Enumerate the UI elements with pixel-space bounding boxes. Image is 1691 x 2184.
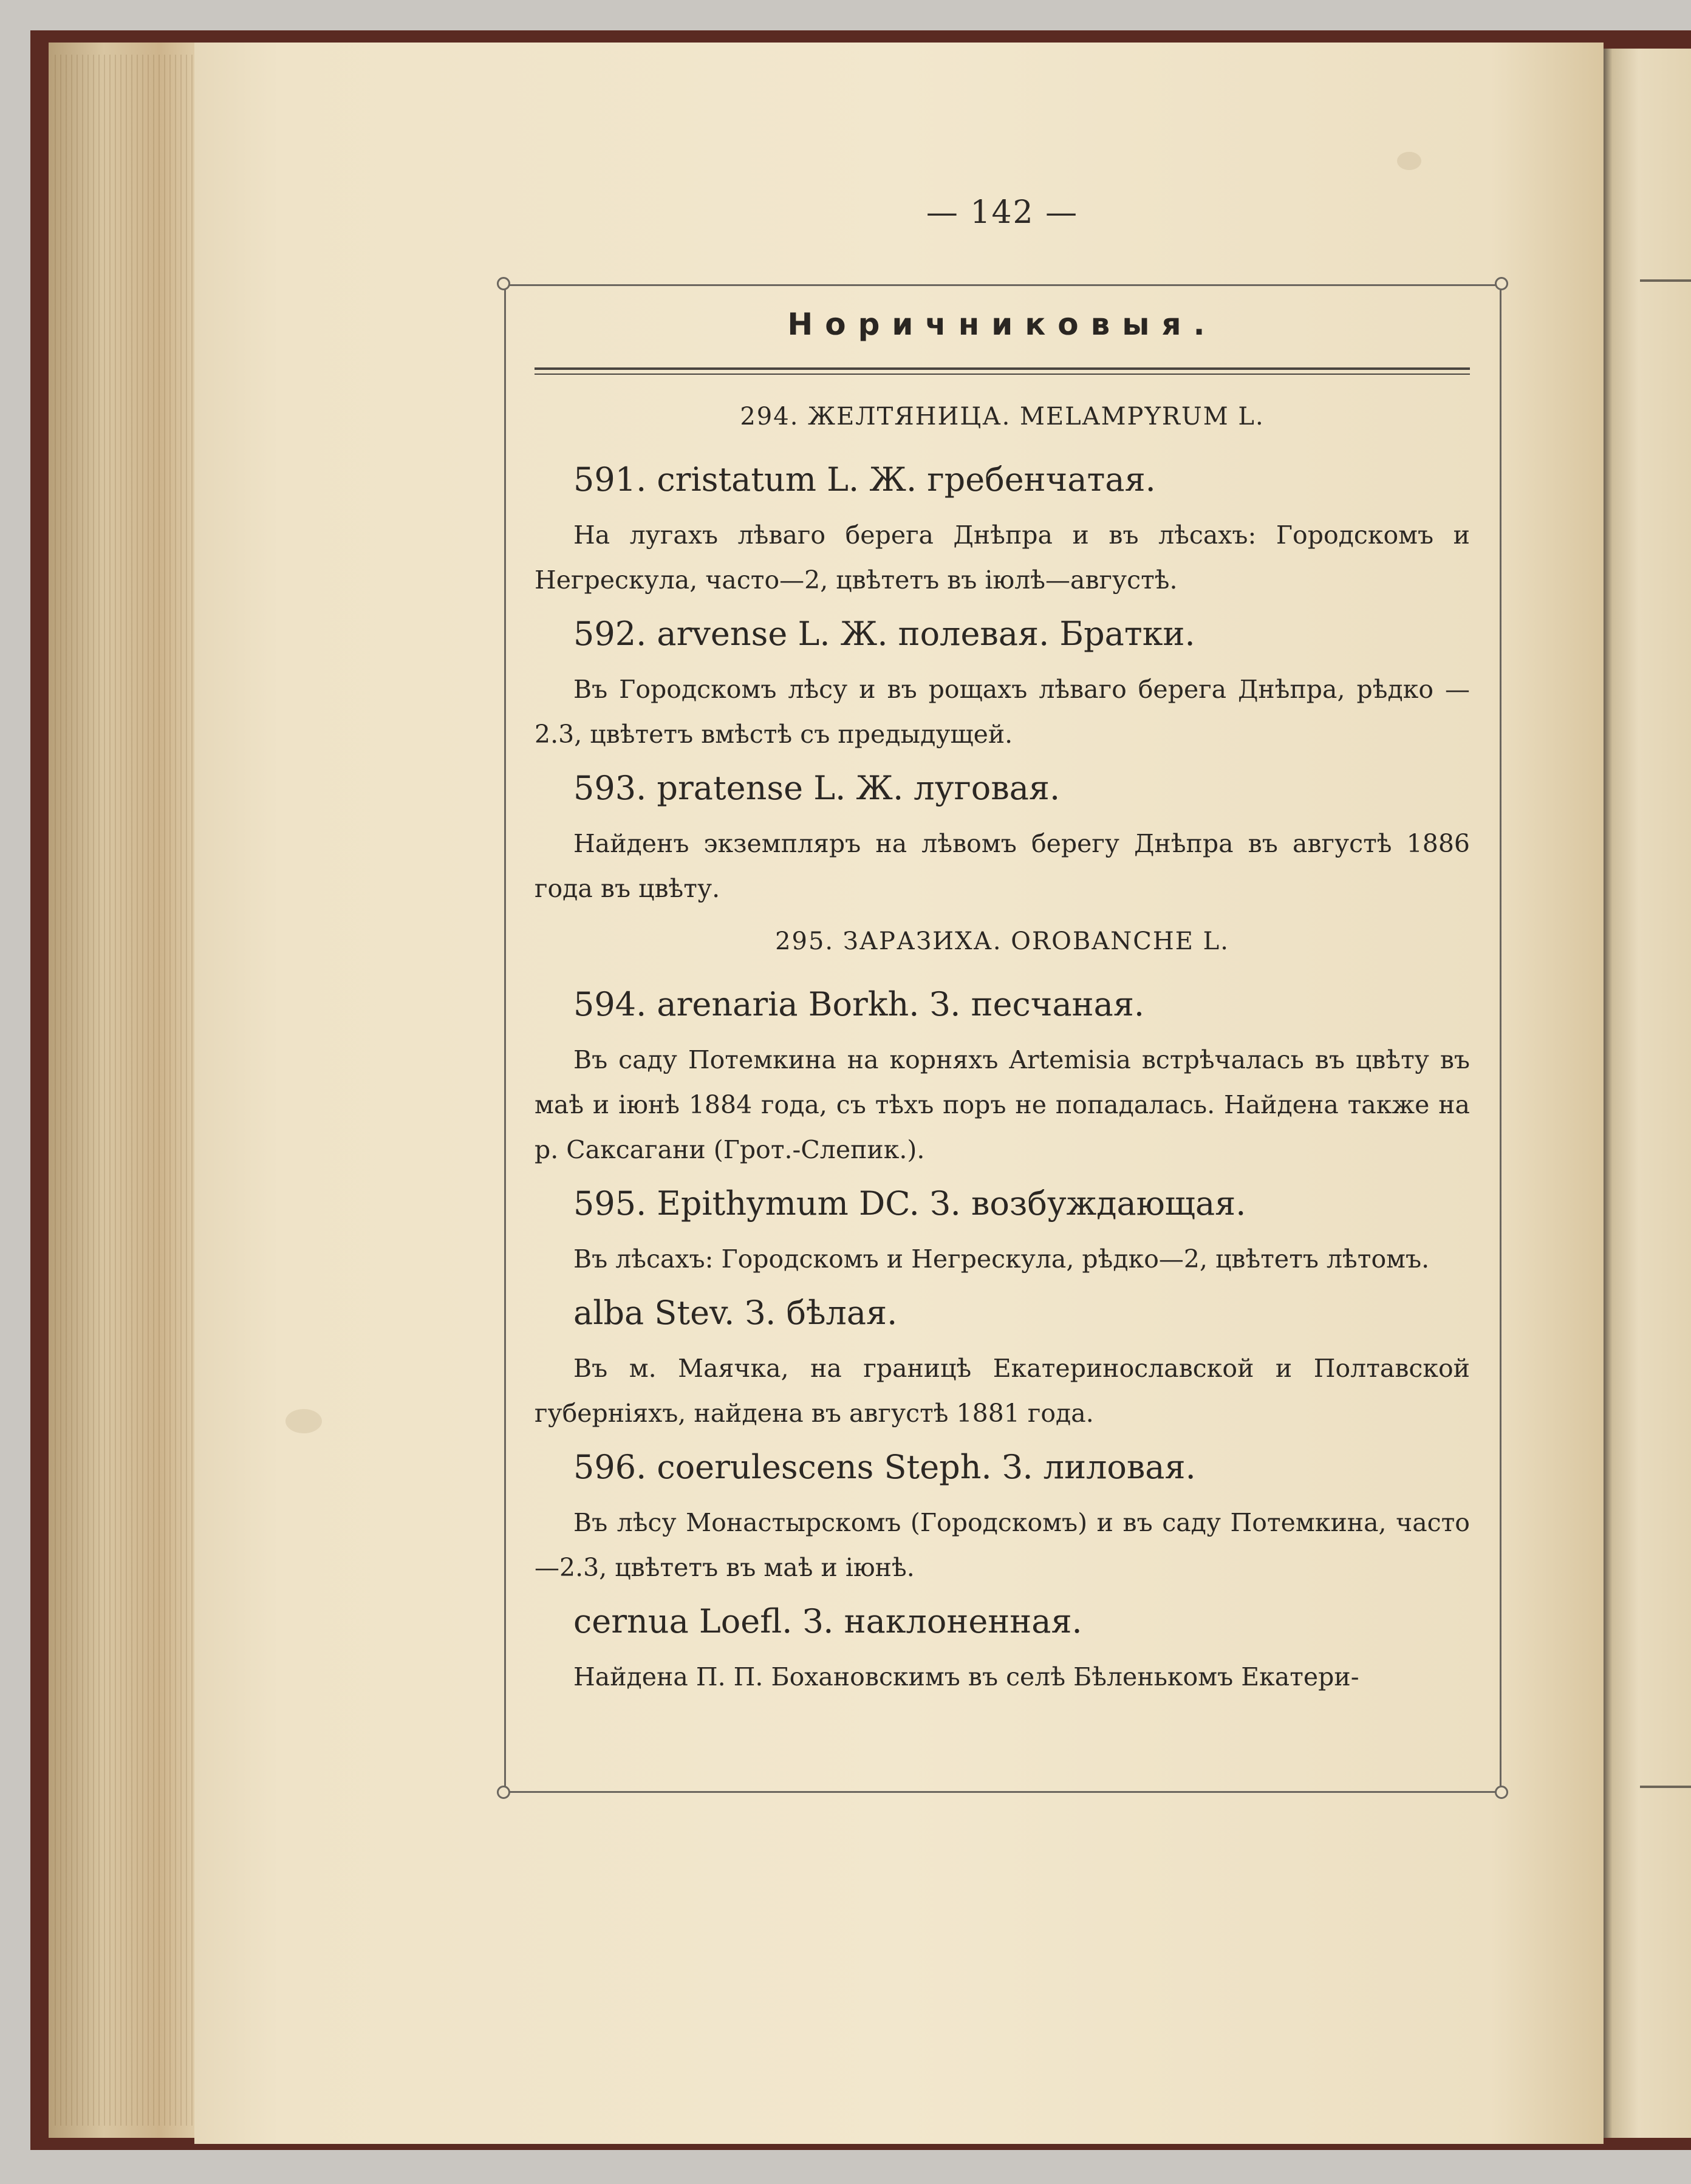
species-description: Найденъ экземпляръ на лѣвомъ берегу Днѣпра въ августѣ 1886 года въ цвѣту. [535,829,1470,903]
species-heading: cernua Loefl. З. наклоненная. [573,1602,1082,1640]
species-description: Въ лѣсу Монастырскомъ (Городскомъ) и въ саду Потемкина, часто—2.3, цвѣтетъ въ маѣ и іюнѣ. [535,1508,1470,1582]
frame-corner-ornament [1495,1786,1508,1799]
page-edge-texture [55,55,194,2126]
family-title: Норичниковыя. [787,307,1217,342]
species-heading: alba Stev. З. бѣлая. [573,1294,898,1332]
species-heading: 591. cristatum L. Ж. гребенчатая. [573,460,1156,499]
species-description: Въ м. Маячка, на границѣ Екатеринославской и Полтавской губерніяхъ, найдена въ августѣ 1881 года. [535,1354,1470,1428]
species-description: Найдена П. П. Бохановскимъ въ селѣ Бѣленькомъ Екатери- [573,1662,1359,1691]
title-double-rule [535,367,1470,375]
species-heading: 596. coerulescens Steph. З. лиловая. [573,1448,1196,1486]
species-description: Въ Городскомъ лѣсу и въ рощахъ лѣваго берега Днѣпра, рѣдко —2.3, цвѣтетъ вмѣстѣ съ предыдущей. [535,675,1470,749]
frame-corner-ornament [1495,277,1508,290]
genus-heading: 294. ЖЕЛТЯНИЦА. MELAMPYRUM L. [740,403,1265,431]
page-text [535,395,1470,1703]
species-heading: 593. pratense L. Ж. луговая. [573,769,1061,807]
species-heading: 594. arenaria Borkh. З. песчаная. [573,985,1145,1023]
frame-corner-ornament [497,277,510,290]
species-description: Въ лѣсахъ: Городскомъ и Негрескула, рѣдко—2, цвѣтетъ лѣтомъ. [573,1244,1430,1274]
genus-heading: 295. ЗАРАЗИХА. OROBANCHE L. [775,927,1229,955]
facing-page-edge [1604,49,1691,2138]
facing-page-rule [1640,279,1691,282]
species-heading: 595. Epithymum DC. З. возбуждающая. [573,1184,1246,1223]
species-description: На лугахъ лѣваго берега Днѣпра и въ лѣсахъ: Городскомъ и Негрескула, часто—2, цвѣтетъ въ іюлѣ—августѣ. [535,520,1470,595]
species-heading: 592. arvense L. Ж. полевая. Братки. [573,615,1195,653]
species-description: Въ саду Потемкина на корняхъ Artemisia встрѣчалась въ цвѣту въ маѣ и іюнѣ 1884 года, съ тѣхъ поръ не попадалась. Найдена также на р. Саксагани (Грот.-Слепик.). [535,1045,1470,1164]
paper-stain [285,1409,322,1433]
facing-page-rule [1640,1786,1691,1788]
frame-corner-ornament [497,1786,510,1799]
paper-stain [1397,152,1421,170]
page-number: — 142 — [926,194,1079,231]
